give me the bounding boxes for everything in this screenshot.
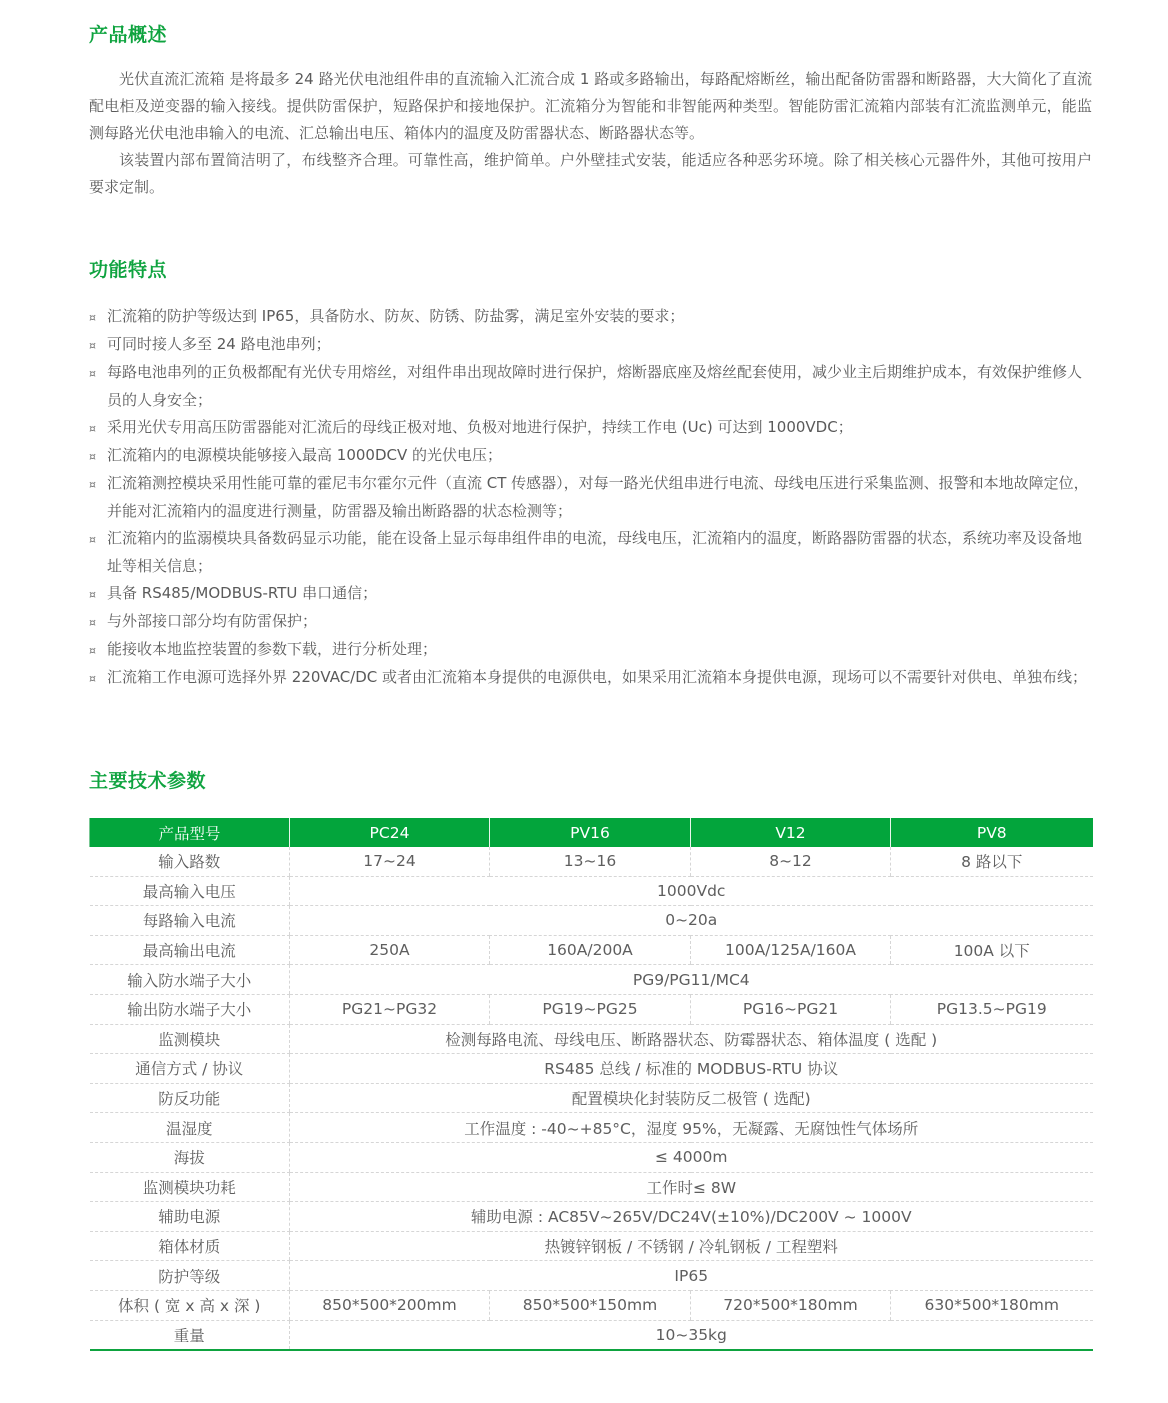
- feature-item: ¤ 每路电池串列的正负极都配有光伏专用熔丝，对组件串出现故障时进行保护，熔断器底座及熔丝配套使用，减少业主后期维护成本，有效保护维修人员的人身安全；: [89, 359, 1092, 414]
- bullet-icon: ¤: [89, 450, 96, 463]
- feature-item: ¤ 汇流箱工作电源可选择外界 220VAC/DC 或者由汇流箱本身提供的电源供电，如果采用汇流箱本身提供电源，现场可以不需要针对供电、单独布线；: [89, 664, 1092, 692]
- spec-header-row: [90, 818, 1093, 847]
- feature-item: ¤ 具备 RS485/MODBUS-RTU 串口通信；: [89, 580, 1092, 608]
- header-cell: PC24: [290, 818, 490, 847]
- bullet-icon: ¤: [89, 644, 96, 657]
- bullet-icon: ¤: [89, 367, 96, 380]
- header-cell: PV8: [891, 818, 1093, 847]
- features-title: 功能特点: [89, 259, 168, 281]
- feature-item: ¤ 汇流箱内的电源模块能够接入最高 1000DCV 的光伏电压；: [89, 442, 1092, 470]
- table-row: 每路输入电流 0~20a: [90, 906, 1093, 936]
- feature-item: ¤ 可同时接人多至 24 路电池串列；: [89, 331, 1092, 359]
- header-cell: PV16: [490, 818, 691, 847]
- bullet-icon: ¤: [89, 339, 96, 352]
- table-row: 最高输入电压 1000Vdc: [90, 876, 1093, 906]
- overview-title: 产品概述: [89, 24, 168, 46]
- features-list: [89, 303, 1092, 692]
- table-row: 体积 ( 宽 x 高 x 深 ) 850*500*200mm 850*500*150mm 720*500*180mm 630*500*180mm: [90, 1290, 1093, 1320]
- bullet-icon: ¤: [89, 478, 96, 491]
- table-row: 重量 10~35kg: [90, 1320, 1093, 1350]
- table-row: 通信方式 / 协议 RS485 总线 / 标准的 MODBUS-RTU 协议: [90, 1054, 1093, 1084]
- table-row: 最高输出电流 250A 160A/200A 100A/125A/160A 100A 以下: [90, 935, 1093, 965]
- table-row: 防反功能 配置模块化封装防反二极管 ( 选配): [90, 1083, 1093, 1113]
- specs-title: 主要技术参数: [89, 770, 207, 792]
- feature-item: ¤ 采用光伏专用高压防雷器能对汇流后的母线正极对地、负极对地进行保护，持续工作电 (Uc) 可达到 1000VDC；: [89, 414, 1092, 442]
- table-row: 箱体材质 热镀锌钢板 / 不锈钢 / 冷轧钢板 / 工程塑料: [90, 1231, 1093, 1261]
- feature-item: ¤ 与外部接口部分均有防雷保护；: [89, 608, 1092, 636]
- bullet-icon: ¤: [89, 672, 96, 685]
- table-row: 海拔 ≤ 4000m: [90, 1142, 1093, 1172]
- overview-text: [89, 66, 1092, 201]
- header-cell: V12: [691, 818, 891, 847]
- spec-table: [89, 818, 1093, 1351]
- table-row: 输入防水端子大小 PG9/PG11/MC4: [90, 965, 1093, 995]
- table-row: 输出防水端子大小 PG21~PG32 PG19~PG25 PG16~PG21 PG13.5~PG19: [90, 994, 1093, 1024]
- bullet-icon: ¤: [89, 311, 96, 324]
- overview-paragraph: 该装置内部布置简洁明了，布线整齐合理。可靠性高，维护简单。户外壁挂式安装，能适应各种恶劣环境。除了相关核心元器件外，其他可按用户要求定制。: [89, 151, 1092, 196]
- feature-item: ¤ 能接收本地监控装置的参数下载，进行分析处理；: [89, 636, 1092, 664]
- bullet-icon: ¤: [89, 588, 96, 601]
- table-row: 温湿度 工作温度 : -40~+85°C，湿度 95%，无凝露、无腐蚀性气体场所: [90, 1113, 1093, 1143]
- feature-item: ¤ 汇流箱测控模块采用性能可靠的霍尼韦尔霍尔元件（直流 CT 传感器），对每一路光伏组串进行电流、母线电压进行采集监测、报警和本地故障定位，并能对汇流箱内的温度进行测量，防雷器及输出断路器的状态检测等；: [89, 470, 1092, 525]
- bullet-icon: ¤: [89, 533, 96, 546]
- header-cell: 产品型号: [90, 818, 290, 847]
- table-row: 辅助电源 辅助电源 : AC85V~265V/DC24V(±10%)/DC200V ~ 1000V: [90, 1202, 1093, 1232]
- feature-item: ¤ 汇流箱内的监溺模块具备数码显示功能，能在设备上显示每串组件串的电流，母线电压，汇流箱内的温度，断路器防雷器的状态，系统功率及设备地址等相关信息；: [89, 525, 1092, 580]
- table-row: 监测模块 检测每路电流、母线电压、断路器状态、防霉器状态、箱体温度 ( 选配 ): [90, 1024, 1093, 1054]
- table-row: 输入路数 17~24 13~16 8~12 8 路以下: [90, 847, 1093, 876]
- feature-item: ¤ 汇流箱的防护等级达到 IP65，具备防水、防灰、防锈、防盐雾，满足室外安装的要求；: [89, 303, 1092, 331]
- table-row: 监测模块功耗 工作时≤ 8W: [90, 1172, 1093, 1202]
- bullet-icon: ¤: [89, 616, 96, 629]
- overview-paragraph: 光伏直流汇流箱 是将最多 24 路光伏电池组件串的直流输入汇流合成 1 路或多路输出，每路配熔断丝，输出配备防雷器和断路器，大大简化了直流配电柜及逆变器的输入接线。提供防雷保护，短路保护和接地保护。汇流箱分为智能和非智能两种类型。智能防雷汇流箱内部装有汇流监测单元，能监测每路光伏电池串输入的电流、汇总输出电压、箱体内的温度及防雷器状态、断路器状态等。: [89, 70, 1092, 142]
- table-row: 防护等级 IP65: [90, 1261, 1093, 1291]
- bullet-icon: ¤: [89, 422, 96, 435]
